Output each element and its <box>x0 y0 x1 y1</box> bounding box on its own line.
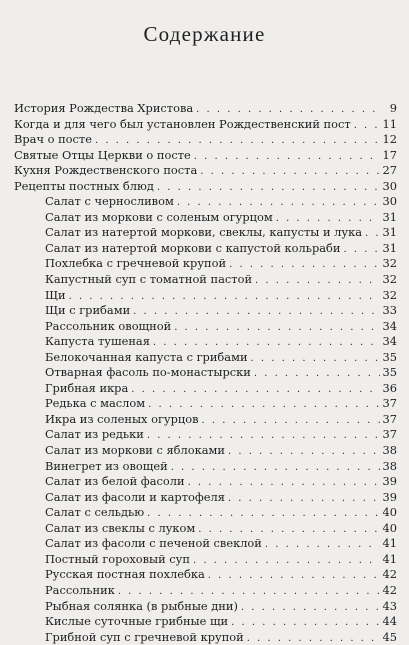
dot-leader <box>196 102 380 117</box>
toc-entry-title: Русская постная похлебка <box>45 567 205 582</box>
toc-entry-page-number: 30 <box>382 178 397 193</box>
toc-entry <box>14 256 397 272</box>
toc-entry <box>14 241 397 257</box>
toc-entry-page-number: 34 <box>382 318 397 333</box>
toc-entry-page-number: 41 <box>382 551 397 566</box>
dot-leader <box>194 149 380 164</box>
dot-leader <box>354 118 380 133</box>
page-title: Содержание <box>143 22 266 47</box>
toc-entry-page-number: 32 <box>382 256 397 271</box>
toc-entry-title: Грибной суп с гречневой крупой <box>45 629 244 644</box>
dot-leader <box>231 615 379 630</box>
dot-leader <box>174 320 379 335</box>
toc-entry-title: Щи <box>45 287 66 302</box>
toc-entry <box>14 630 397 645</box>
dot-leader <box>133 304 379 319</box>
toc-entry-page-number: 35 <box>382 349 397 364</box>
dot-leader <box>118 584 380 599</box>
toc-entry-page-number: 31 <box>382 209 397 224</box>
dot-leader <box>247 631 380 645</box>
dot-leader <box>241 600 380 615</box>
toc-entry-title: Салат из фасоли с печеной свеклой <box>45 536 262 551</box>
toc-entry-title: Когда и для чего был установлен Рождественский пост <box>14 116 351 131</box>
toc-entry-page-number: 37 <box>382 411 397 426</box>
dot-leader <box>365 226 379 241</box>
dot-leader <box>147 506 379 521</box>
dot-leader <box>254 366 380 381</box>
toc-entry-page-number: 38 <box>382 458 397 473</box>
toc-entry-page-number: 45 <box>382 629 397 644</box>
toc-entry-page-number: 37 <box>382 427 397 442</box>
toc-entry-title: Икра из соленых огурцов <box>45 411 199 426</box>
toc-entry <box>14 583 397 599</box>
toc-entry-title: Щи с грибами <box>45 303 131 318</box>
toc-entry-title: История Рождества Христова <box>14 101 194 115</box>
dot-leader <box>228 444 380 459</box>
dot-leader <box>69 289 380 304</box>
dot-leader <box>198 522 379 537</box>
toc-entry-page-number: 42 <box>382 567 397 582</box>
toc-entry <box>14 552 397 568</box>
dot-leader <box>188 475 380 490</box>
toc-entry <box>14 194 397 210</box>
toc-entry-page-number: 31 <box>382 225 397 240</box>
toc-entry <box>14 148 397 164</box>
dot-leader <box>171 460 380 475</box>
toc-entry-page-number: 31 <box>382 240 397 255</box>
toc-entry-page-number: 35 <box>382 365 397 380</box>
toc-entry <box>14 210 397 226</box>
toc-entry <box>14 117 397 133</box>
toc-entry <box>14 381 397 397</box>
toc-entry <box>14 536 397 552</box>
dot-leader <box>157 180 380 195</box>
toc-entry-title: Кухня Рождественского поста <box>14 163 198 178</box>
toc-entry-page-number: 17 <box>382 147 397 162</box>
toc-entry-title: Салат из натертой моркови, свеклы, капусты и лука <box>45 225 363 240</box>
toc-entry <box>14 599 397 615</box>
toc-entry-title: Салат с сельдью <box>45 505 145 520</box>
toc-entry-page-number: 27 <box>382 163 397 178</box>
toc-entry-title: Белокочанная капуста с грибами <box>45 349 248 364</box>
toc-entry-title: Кислые суточные грибные щи <box>45 614 229 629</box>
toc-entry-page-number: 39 <box>382 474 397 489</box>
toc-entry <box>14 334 397 350</box>
toc-entry <box>14 490 397 506</box>
toc-entry-title: Отварная фасоль по-монастырски <box>45 365 251 380</box>
dot-leader <box>343 242 379 257</box>
toc-entry-title: Салат с черносливом <box>45 194 174 209</box>
dot-leader <box>95 133 380 148</box>
toc-entry-page-number: 32 <box>382 272 397 287</box>
dot-leader <box>177 195 380 210</box>
toc-entry-title: Салат из свеклы с луком <box>45 520 196 535</box>
dot-leader <box>276 211 380 226</box>
toc-entry-title: Рассольник <box>45 582 115 597</box>
toc-entry <box>14 179 397 195</box>
toc-entry-page-number: 32 <box>382 287 397 302</box>
toc-entry <box>14 505 397 521</box>
toc-entry-title: Рассольник овощной <box>45 318 172 333</box>
dot-leader <box>200 164 379 179</box>
dot-leader <box>265 537 380 552</box>
toc-entry <box>14 427 397 443</box>
toc-entry <box>14 614 397 630</box>
toc-entry-title: Салат из редьки <box>45 427 144 442</box>
dot-leader <box>147 428 380 443</box>
toc-entry-page-number: 40 <box>382 520 397 535</box>
toc-entry-title: Святые Отцы Церкви о посте <box>14 147 191 162</box>
toc-entry-page-number: 43 <box>382 598 397 613</box>
dot-leader <box>208 568 380 583</box>
toc-entry-title: Рыбная солянка (в рыбные дни) <box>45 598 238 613</box>
toc-entry-page-number: 34 <box>382 334 397 349</box>
toc-entry-page-number: 42 <box>382 582 397 597</box>
toc-entry-title: Грибная икра <box>45 380 129 395</box>
dot-leader <box>255 273 379 288</box>
toc-entry <box>14 132 397 148</box>
toc-entry-title: Капустный суп с томатной пастой <box>45 272 253 287</box>
toc-entry <box>14 521 397 537</box>
toc-entry <box>14 225 397 241</box>
toc-entry-title: Рецепты постных блюд <box>14 178 154 193</box>
toc-entry-page-number: 40 <box>382 505 397 520</box>
toc-entry-title: Похлебка с гречневой крупой <box>45 256 227 271</box>
toc-entry <box>14 163 397 179</box>
toc-entry <box>14 396 397 412</box>
toc-entry <box>14 288 397 304</box>
dot-leader <box>153 335 380 350</box>
toc-entry-page-number: 44 <box>382 614 397 629</box>
toc-entry-title: Винегрет из овощей <box>45 458 168 473</box>
dot-leader <box>131 382 379 397</box>
dot-leader <box>228 491 380 506</box>
toc-entry-page-number: 36 <box>382 380 397 395</box>
toc-entry-title: Постный гороховый суп <box>45 551 190 566</box>
toc-entry <box>14 365 397 381</box>
table-of-contents <box>14 101 397 645</box>
toc-entry <box>14 412 397 428</box>
toc-entry-page-number: 12 <box>382 132 397 147</box>
toc-entry-title: Салат из белой фасоли <box>45 474 185 489</box>
toc-entry-title: Врач о посте <box>14 132 92 147</box>
toc-entry-page-number: 33 <box>382 303 397 318</box>
toc-entry-title: Салат из фасоли и картофеля <box>45 489 225 504</box>
toc-entry <box>14 272 397 288</box>
toc-entry <box>14 567 397 583</box>
toc-entry-page-number: 38 <box>382 443 397 458</box>
toc-entry-page-number: 11 <box>382 116 397 131</box>
dot-leader <box>148 397 379 412</box>
toc-entry-page-number: 41 <box>382 536 397 551</box>
toc-entry-page-number: 30 <box>382 194 397 209</box>
toc-entry-title: Капуста тушеная <box>45 334 150 349</box>
dot-leader <box>193 553 380 568</box>
toc-entry <box>14 474 397 490</box>
dot-leader <box>202 413 380 428</box>
toc-entry-page-number: 9 <box>389 101 397 115</box>
toc-entry-page-number: 39 <box>382 489 397 504</box>
toc-entry <box>14 350 397 366</box>
toc-entry-title: Редька с маслом <box>45 396 146 411</box>
toc-entry-title: Салат из моркови с яблоками <box>45 443 225 458</box>
toc-entry <box>14 319 397 335</box>
toc-entry-page-number: 37 <box>382 396 397 411</box>
toc-entry <box>14 459 397 475</box>
toc-entry-title: Салат из натертой моркови с капустой кольраби <box>45 240 341 255</box>
toc-entry-title: Салат из моркови с соленым огурцом <box>45 209 273 224</box>
dot-leader <box>229 257 379 272</box>
toc-entry <box>14 303 397 319</box>
dot-leader <box>251 351 380 366</box>
toc-entry <box>14 443 397 459</box>
toc-entry <box>14 101 397 117</box>
